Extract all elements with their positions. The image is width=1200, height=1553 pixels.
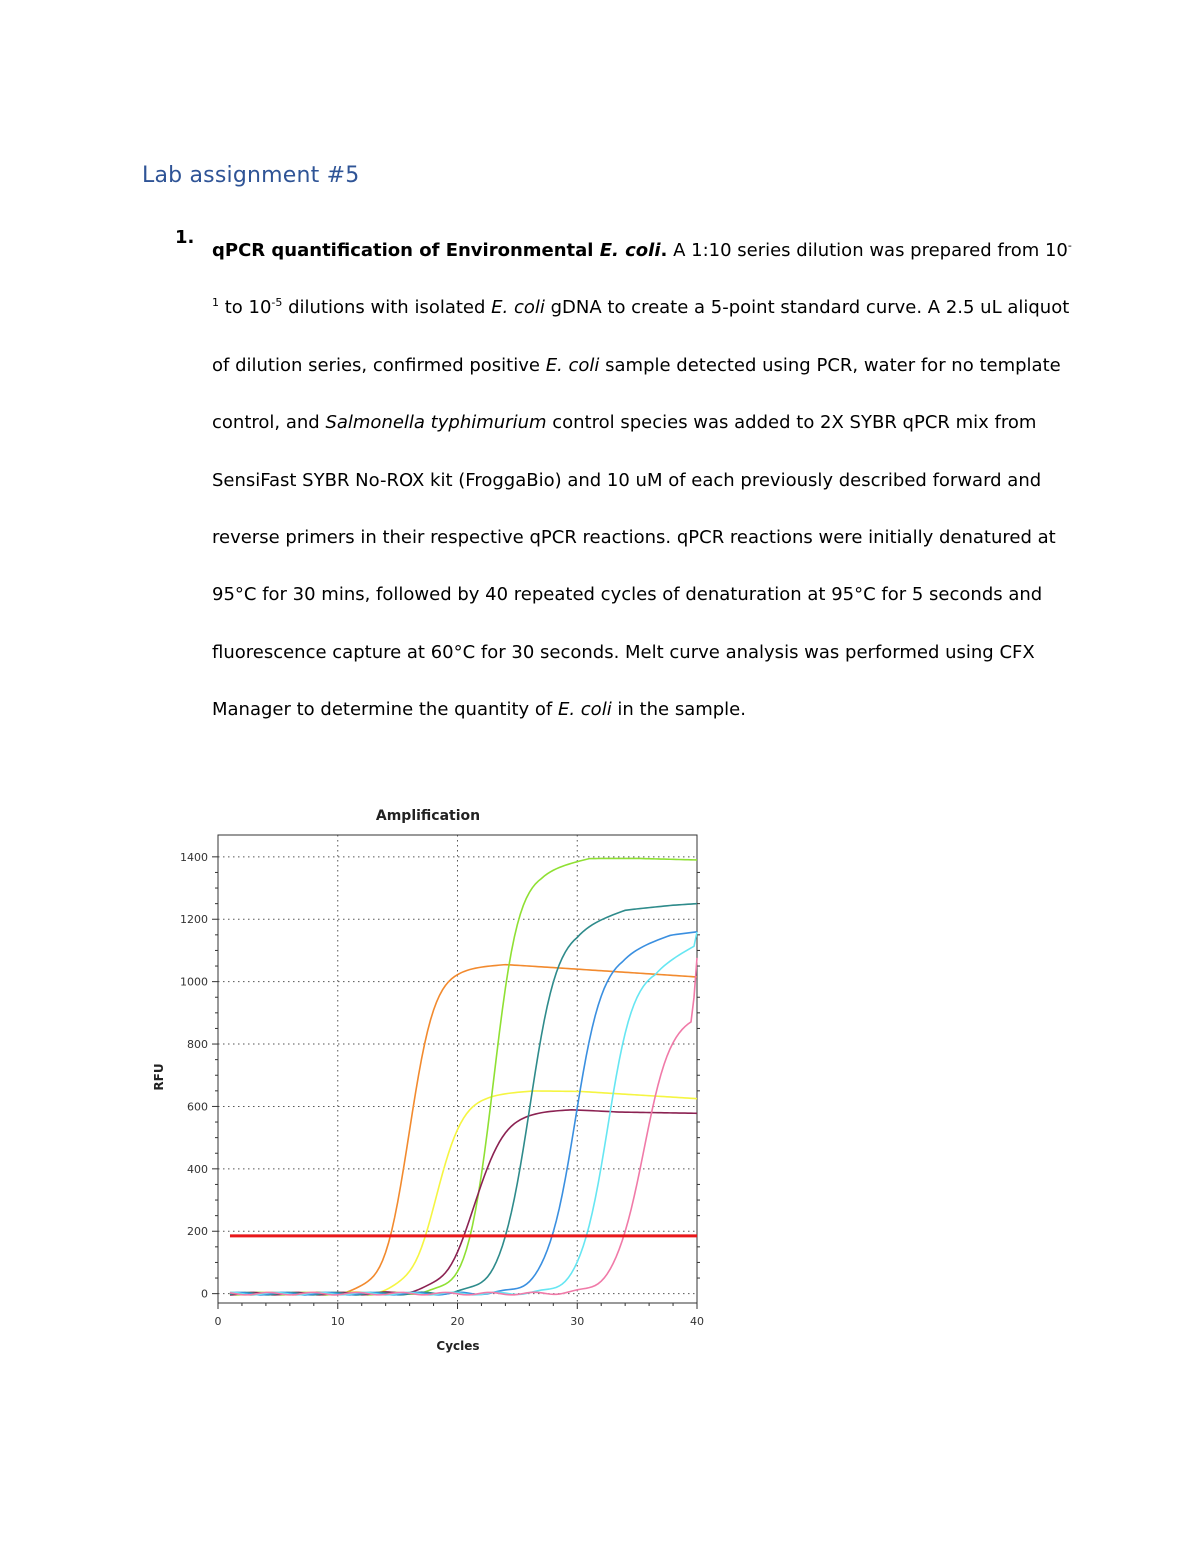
y-tick-label: 1200 — [180, 913, 208, 927]
x-tick-label: 20 — [450, 1315, 465, 1328]
y-tick-label: 1000 — [180, 975, 208, 989]
y-axis-label: RFU — [152, 1063, 166, 1091]
series-layer — [230, 858, 697, 1294]
amplification-curve — [230, 932, 697, 1295]
y-tick-label: 1400 — [180, 850, 208, 864]
amplification-chart-figure — [130, 795, 720, 1375]
item-title: qPCR quantification of Environmental E. coli. — [212, 240, 668, 261]
amplification-chart — [130, 795, 720, 1375]
assignment-paragraph: qPCR quantification of Environmental E. coli. A 1:10 series dilution was prepared from $10^{-1}$ to $10^{-5}$ dilutions with isolated E. coli gDNA to create a 5-point standard curve. A 2.5 uL aliquot of dilution series, confirmed positive E. coli sample detected using PCR, water for no template control, and Salmonella typhimurium control species was added to 2X SYBR qPCR mix from SensiFast SYBR No-ROX kit (FroggaBio) and 10 uM of each previously described forward and reverse primers in their respective qPCR reactions. qPCR reactions were initially denatured at 95°C for 30 mins, followed by 40 repeated cycles of denaturation at 95°C for 5 seconds and fluorescence capture at 60°C for 30 seconds. Melt curve analysis was performed using CFX Manager to determine the quantity of E. coli in the sample. — [212, 239, 1072, 721]
y-tick-label: 800 — [187, 1038, 208, 1052]
x-tick-label: 10 — [330, 1315, 345, 1328]
x-axis-label: Cycles — [436, 1339, 480, 1353]
amplification-curve — [230, 965, 697, 1295]
list-number: 1. — [175, 227, 195, 248]
amplification-curve — [230, 858, 697, 1294]
amplification-curve — [230, 1091, 697, 1295]
amplification-curve — [230, 932, 697, 1295]
y-tick-label: 600 — [187, 1100, 208, 1114]
y-tick-label: 0 — [201, 1287, 208, 1301]
x-tick-label: 0 — [214, 1315, 222, 1328]
chart-title: Amplification — [375, 808, 481, 824]
axis-layer — [180, 835, 704, 1328]
amplification-curve — [230, 1110, 697, 1295]
x-tick-label: 40 — [690, 1315, 704, 1328]
y-tick-label: 400 — [187, 1162, 208, 1176]
y-tick-label: 200 — [187, 1225, 208, 1239]
x-tick-label: 30 — [570, 1315, 585, 1328]
section-heading: Lab assignment #5 — [142, 163, 360, 188]
amplification-curve — [230, 958, 697, 1295]
